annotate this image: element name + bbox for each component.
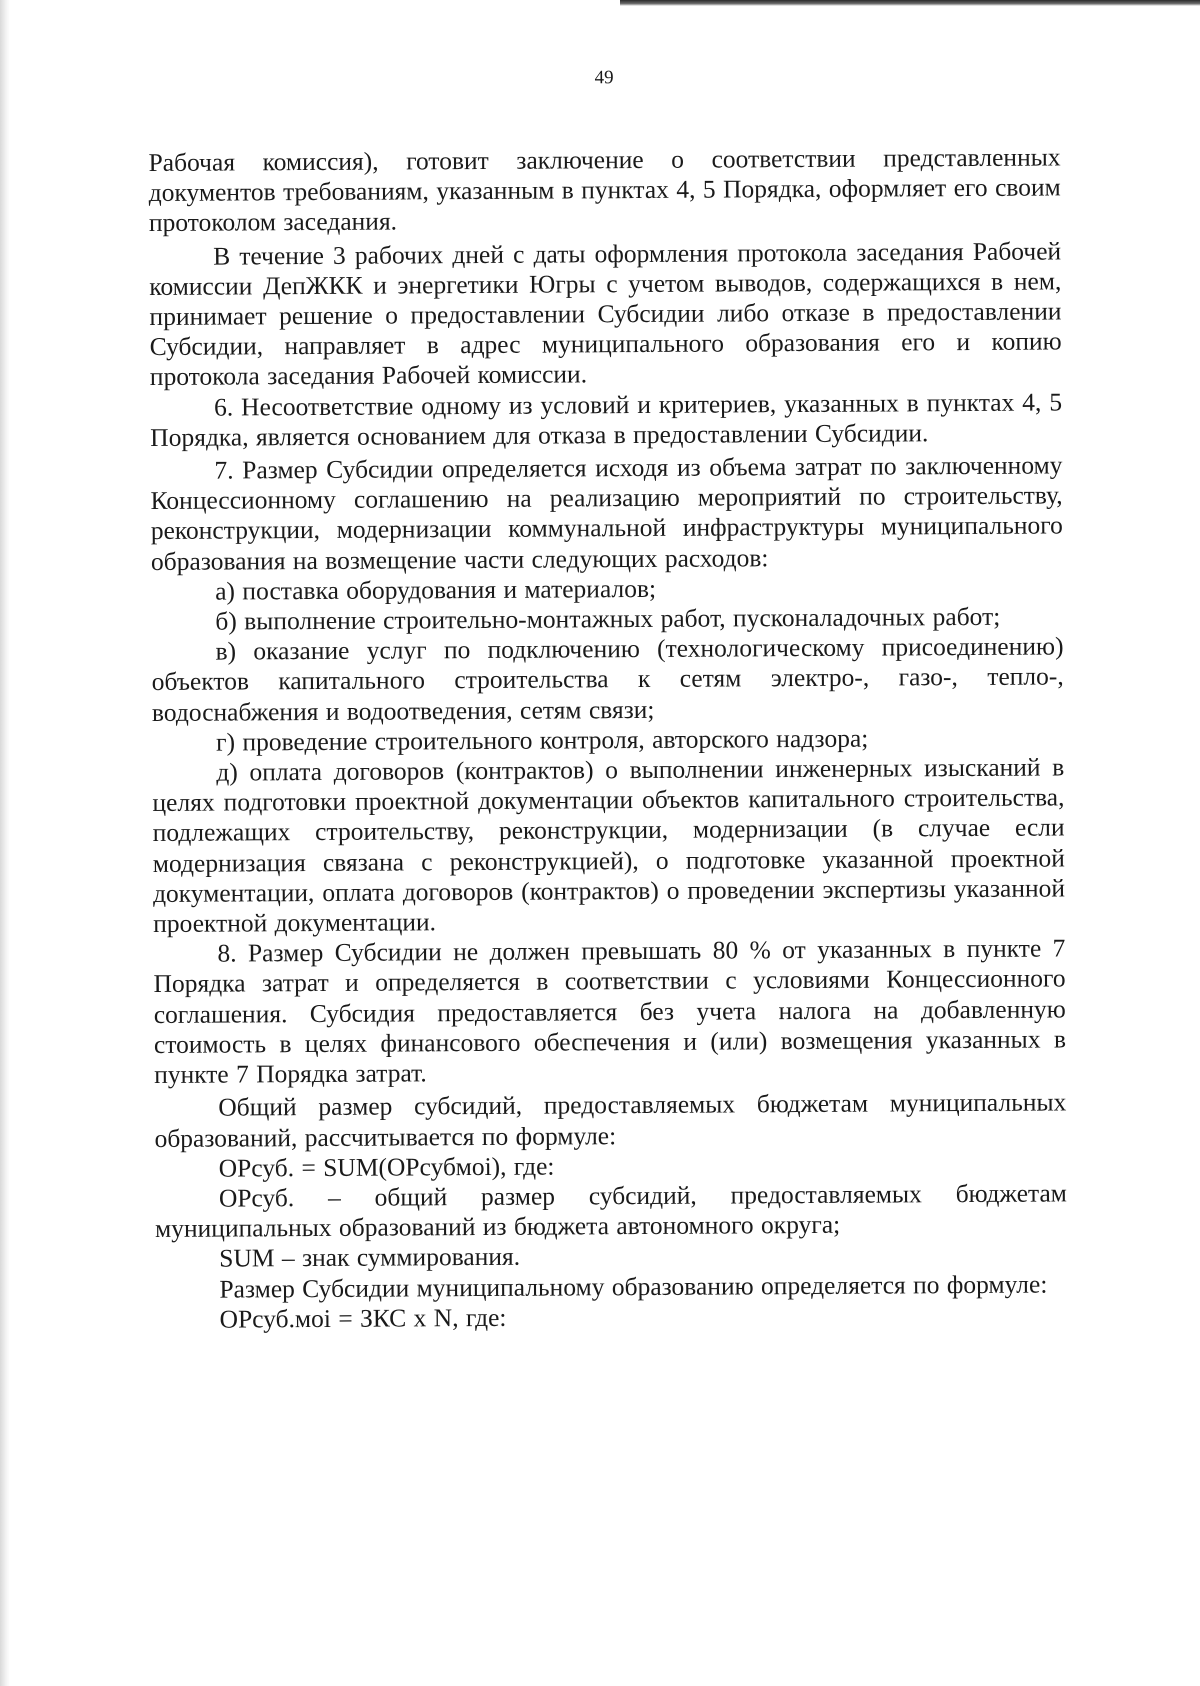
paragraph-item-6: 6. Несоответствие одному из условий и критериев, указанных в пунктах 4, 5 Порядка, является основанием для отказа в предоставлении Субсидии. [150,387,1063,452]
paragraph-decision-deadline: В течение 3 рабочих дней с даты оформления протокола заседания Рабочей комиссии ДепЖКК и энергетики Югры с учетом выводов, содержащихся в нем, принимает решение о предоставлении Субсидии либо отказе в предоставлении Субсидии, направляет в адрес муниципального образования его и копию протокола заседания Рабочей комиссии. [149,236,1062,392]
definition-orsub: ОРсуб. – общий размер субсидий, предоставляемых бюджетам муниципальных образований из бюджета автономного округа; [154,1178,1067,1244]
scan-edge-top [620,0,1200,6]
paragraph-item-8: 8. Размер Субсидии не должен превышать 80 % от указанных в пункте 7 Порядка затрат и определяется в соответствии с условиями Концессионного соглашения. Субсидия предоставляется без учета налога на добавленную стоимость в целях финансового обеспечения и (или) возмещения указанных в пункте 7 Порядка затрат. [153,933,1067,1090]
list-item-v: в) оказание услуг по подключению (технологическому присоединению) объектов капитального строительства к сетям электро-, газо-, тепло-, водоснабжения и водоотведения, сетям связи; [151,631,1064,727]
list-item-d: д) оплата договоров (контрактов) о выполнении инженерных изысканий в целях подготовки проектной документации объектов капитального строительства, подлежащих строительству, реконструкции, модернизации (в случае если модернизация связана с реконструкцией), о подготовке указанной проектной документации, оплата договоров (контрактов) о проведении экспертизы указанной проектной документации. [152,752,1066,939]
list-item-g: г) проведение строительного контроля, авторского надзора; [216,723,869,757]
paragraph-total-subsidy: Общий размер субсидий, предоставляемых бюджетам муниципальных образований, рассчитывается по формуле: [154,1087,1067,1153]
list-item-b: б) выполнение строительно-монтажных работ, пусконаладочных работ; [215,601,1001,636]
formula-total-subsidy: ОРсуб. = SUM(ОРсубмоi), где: [218,1151,555,1183]
paragraph-municipal-subsidy: Размер Субсидии муниципальному образованию определяется по формуле: [219,1269,1048,1304]
formula-municipal-subsidy: ОРсуб.моi = ЗКС х N, где: [219,1302,507,1334]
document-page [148,64,1068,1334]
scan-edge-left [0,0,10,1686]
list-item-a: а) поставка оборудования и материалов; [215,573,657,606]
page-number: 49 [594,67,614,89]
definition-sum: SUM – знак суммирования. [219,1242,521,1273]
paragraph-item-7: 7. Размер Субсидии определяется исходя из объема затрат по заключенному Концессионному соглашению на реализацию мероприятий по строительству, реконструкции, модернизации коммунальной инфраструктуры муниципального образования на возмещение части следующих расходов: [150,450,1063,576]
paragraph-commission-conclusion: Рабочая комиссия), готовит заключение о соответствии представленных документов требованиям, указанным в пунктах 4, 5 Порядка, оформляет его своим протоколом заседания. [148,142,1061,238]
